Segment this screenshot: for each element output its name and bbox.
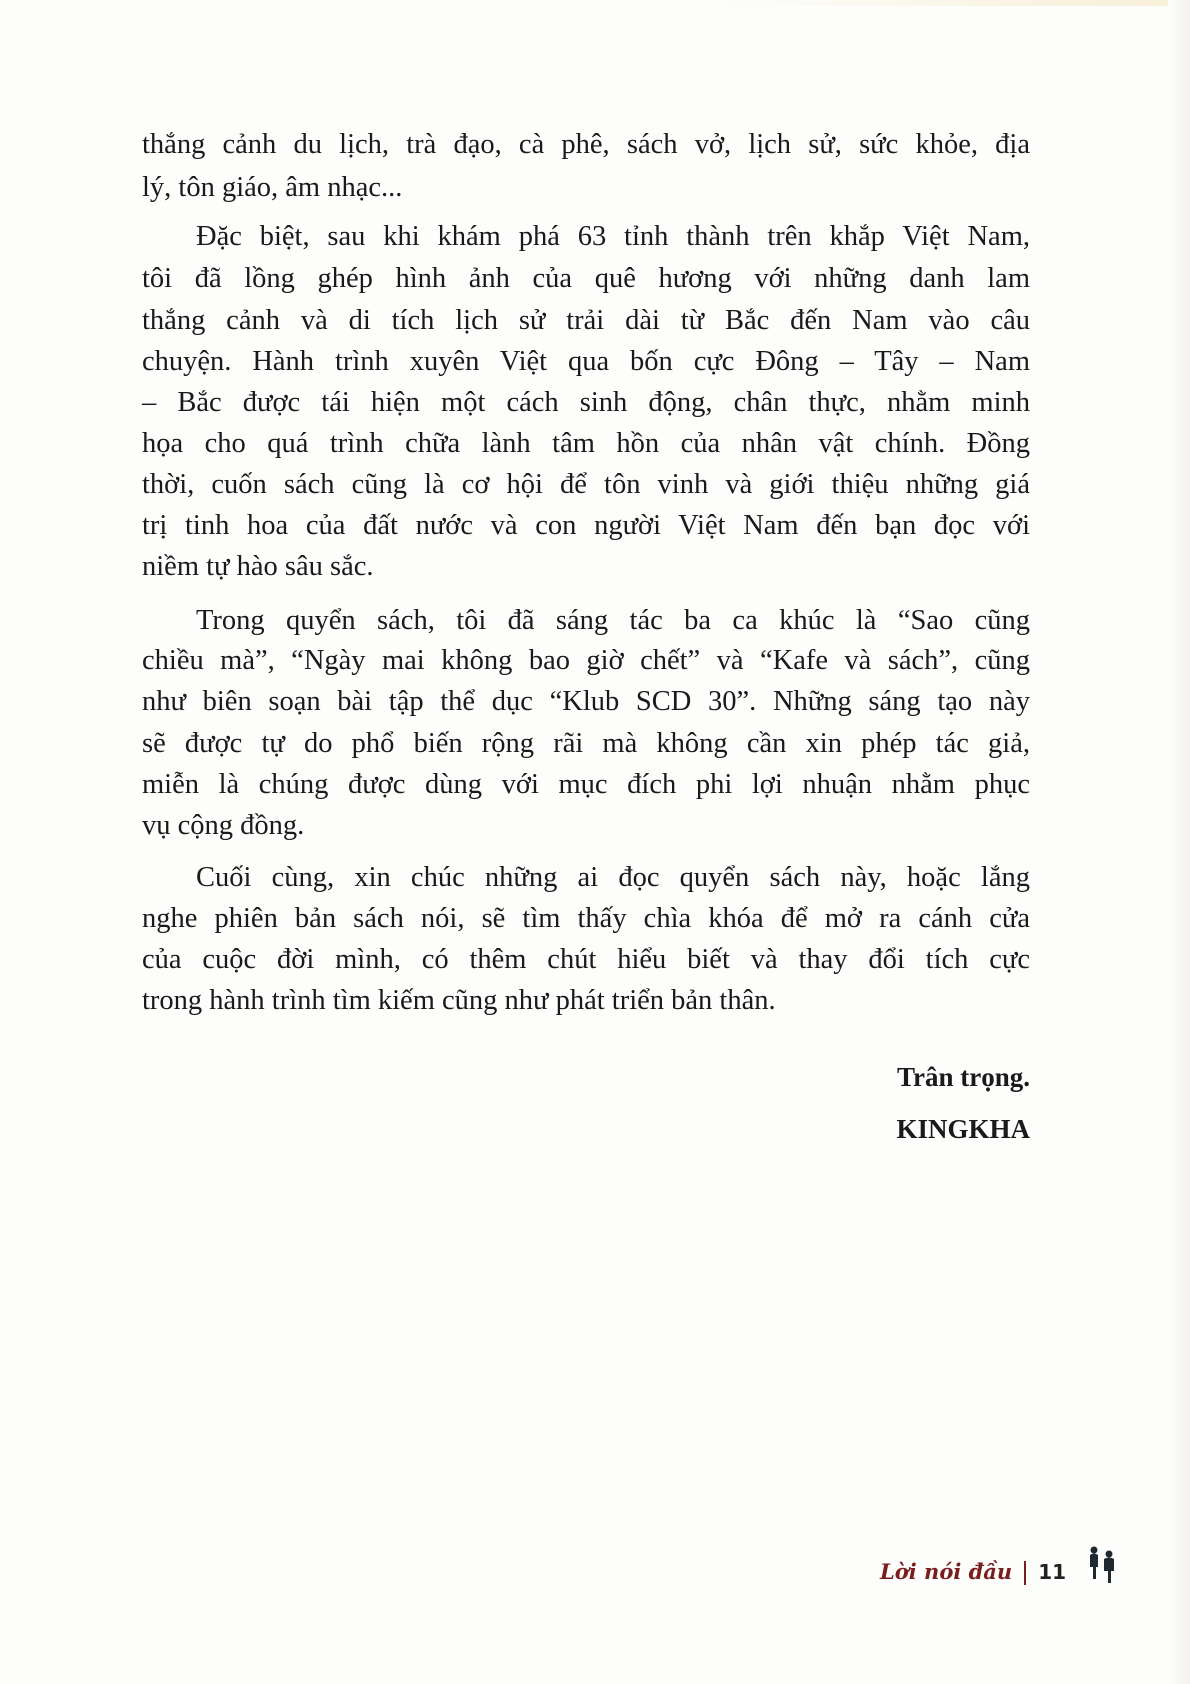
text-line: – Bắc được tái hiện một cách sinh động, chân thực, nhằm minh bbox=[142, 387, 1030, 418]
text-line: Trong quyển sách, tôi đã sáng tác ba ca khúc là “Sao cũng bbox=[196, 605, 1030, 636]
page-footer bbox=[880, 1552, 1066, 1592]
section-title: Lời nói đầu bbox=[880, 1559, 1013, 1584]
walking-figures-icon bbox=[1085, 1545, 1119, 1585]
text-line: lý, tôn giáo, âm nhạc... bbox=[142, 172, 403, 203]
text-line: chiều mà”, “Ngày mai không bao giờ chết” và “Kafe và sách”, cũng bbox=[142, 645, 1030, 676]
page-right-edge bbox=[1168, 0, 1190, 1684]
text-line: như biên soạn bài tập thể dục “Klub SCD 30”. Những sáng tạo này bbox=[142, 686, 1030, 717]
author-name: KINGKHA bbox=[896, 1114, 1030, 1144]
text-line: thắng cảnh và di tích lịch sử trải dài từ Bắc đến Nam vào câu bbox=[142, 305, 1030, 336]
text-line: vụ cộng đồng. bbox=[142, 810, 305, 841]
footer-divider bbox=[1024, 1561, 1026, 1585]
page-number: 11 bbox=[1038, 1560, 1067, 1584]
text-line: miễn là chúng được dùng với mục đích phi lợi nhuận nhằm phục bbox=[142, 769, 1030, 800]
text-line: trị tinh hoa của đất nước và con người Việt Nam đến bạn đọc với bbox=[142, 510, 1030, 541]
text-line: Cuối cùng, xin chúc những ai đọc quyển sách này, hoặc lắng bbox=[196, 862, 1030, 893]
text-line: thắng cảnh du lịch, trà đạo, cà phê, sách vở, lịch sử, sức khỏe, địa bbox=[142, 129, 1030, 160]
text-line: Đặc biệt, sau khi khám phá 63 tỉnh thành trên khắp Việt Nam, bbox=[196, 221, 1030, 252]
text-line: nghe phiên bản sách nói, sẽ tìm thấy chìa khóa để mở ra cánh cửa bbox=[142, 903, 1030, 934]
text-line: thời, cuốn sách cũng là cơ hội để tôn vinh và giới thiệu những giá bbox=[142, 469, 1030, 500]
closing: Trân trọng. bbox=[897, 1062, 1030, 1092]
text-line: niềm tự hào sâu sắc. bbox=[142, 551, 374, 582]
text-line: họa cho quá trình chữa lành tâm hồn của nhân vật chính. Đồng bbox=[142, 428, 1030, 459]
text-line: của cuộc đời mình, có thêm chút hiểu biết và thay đổi tích cực bbox=[142, 944, 1030, 975]
text-line: chuyện. Hành trình xuyên Việt qua bốn cực Đông – Tây – Nam bbox=[142, 346, 1030, 377]
page-top-edge bbox=[0, 0, 1190, 6]
text-line: trong hành trình tìm kiếm cũng như phát triển bản thân. bbox=[142, 985, 776, 1016]
text-line: tôi đã lồng ghép hình ảnh của quê hương với những danh lam bbox=[142, 263, 1030, 294]
text-line: sẽ được tự do phổ biến rộng rãi mà không cần xin phép tác giả, bbox=[142, 728, 1030, 759]
